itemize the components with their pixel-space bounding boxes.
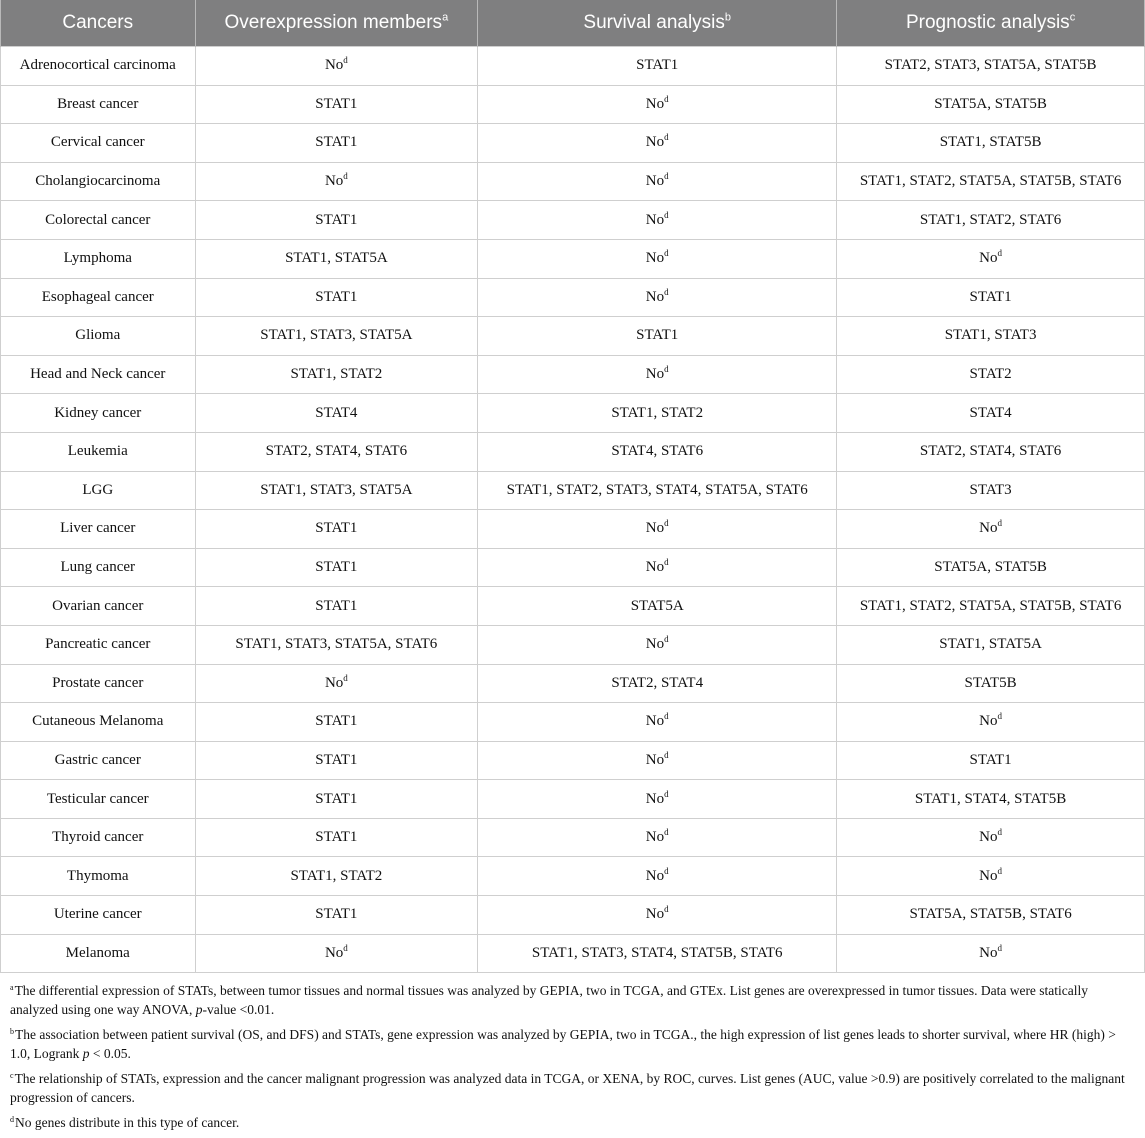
- footnote-marker: b: [10, 1026, 14, 1036]
- cancer-name-cell: [1, 587, 196, 626]
- footnote-marker: d: [664, 171, 669, 182]
- table-row: [1, 394, 1145, 433]
- footnote-marker: d: [343, 672, 348, 683]
- table-cell: [478, 818, 837, 857]
- cell-text: STAT1, STAT3: [944, 327, 1037, 344]
- table-row: [1, 587, 1145, 626]
- table-cell: [837, 355, 1145, 394]
- footnote: $^d$No genes distribute in this type of cancer.: [10, 1114, 240, 1131]
- cell-text: Adrenocortical carcinoma: [19, 57, 176, 74]
- footnote: $^b$The association between patient survival (OS, and DFS) and STATs, gene expression was analyzed by GEPIA, two in TCGA., the high expression of list genes leads to shorter survival, where HR (high) > 1.0, Logrank p < 0.05.: [10, 1026, 1116, 1062]
- table-row: [1, 896, 1145, 935]
- cell-text: STAT1: [315, 288, 358, 305]
- cell-text: Thymoma: [66, 867, 129, 884]
- cancer-name-cell: [1, 934, 196, 973]
- footnote-marker: d: [664, 711, 669, 722]
- cell-text: STAT1, STAT3, STAT5A: [260, 327, 413, 344]
- cell-text: STAT1: [315, 751, 358, 768]
- cancer-name-cell: [1, 162, 196, 201]
- footnote-marker: d: [664, 827, 669, 838]
- table-row: [1, 471, 1145, 510]
- table-row: [1, 432, 1145, 471]
- cell-text: Esophageal cancer: [41, 288, 154, 305]
- footnote-marker: a: [442, 11, 449, 24]
- table-cell: [837, 818, 1145, 857]
- footnote: $^c$The relationship of STATs, expression and the cancer malignant progression was analyzed data in TCGA, or XENA, by ROC, curves. List genes (AUC, value >0.9) are positively correlated to the malignant progression of cancers.: [10, 1070, 1125, 1106]
- table-cell: [195, 934, 478, 973]
- cell-text: No: [645, 790, 665, 807]
- table-row: [1, 124, 1145, 163]
- footnote-marker: d: [664, 634, 669, 645]
- cancer-name-cell: [1, 471, 196, 510]
- cell-text: STAT1, STAT5A: [285, 250, 388, 267]
- table-cell: [837, 432, 1145, 471]
- table-cell: [478, 355, 837, 394]
- table-cell: [837, 934, 1145, 973]
- footnote-marker: d: [664, 209, 669, 220]
- table-row: [1, 201, 1145, 240]
- cell-text: Breast cancer: [57, 95, 139, 112]
- table-row: [1, 47, 1145, 86]
- table-cell: [478, 625, 837, 664]
- cell-text: Head and Neck cancer: [30, 366, 166, 383]
- footnote-marker: d: [997, 711, 1002, 722]
- cell-text: STAT4: [315, 404, 358, 421]
- footnote-marker: d: [664, 557, 669, 568]
- footnote-marker: d: [343, 171, 348, 182]
- table-body: [1, 47, 1145, 973]
- table-cell: [478, 162, 837, 201]
- table-row: [1, 857, 1145, 896]
- table-cell: [478, 201, 837, 240]
- table-row: [1, 703, 1145, 742]
- table-cell: [195, 587, 478, 626]
- cell-text: STAT4: [969, 404, 1012, 421]
- table-cell: [478, 934, 837, 973]
- cell-text: No: [645, 366, 665, 383]
- cell-text: Lymphoma: [63, 250, 132, 267]
- cell-text: No: [324, 173, 344, 190]
- footnote-marker: d: [664, 93, 669, 104]
- cell-text: STAT1: [636, 57, 679, 74]
- cell-text: Liver cancer: [60, 520, 136, 537]
- italic-text: p: [195, 1002, 203, 1018]
- footnote-marker: d: [997, 518, 1002, 529]
- table-row: [1, 355, 1145, 394]
- cell-text: STAT1, STAT3, STAT5A: [260, 481, 413, 498]
- footnote-marker: d: [664, 286, 669, 297]
- cell-text: STAT2, STAT4: [611, 674, 704, 691]
- footnote-marker: d: [997, 827, 1002, 838]
- cell-text: No: [645, 751, 665, 768]
- cell-text: No: [645, 250, 665, 267]
- footnote-marker: d: [664, 518, 669, 529]
- table-row: [1, 239, 1145, 278]
- table-cell: [195, 201, 478, 240]
- cell-text: STAT1, STAT3, STAT4, STAT5B, STAT6: [531, 944, 783, 961]
- cancer-name-cell: [1, 124, 196, 163]
- table-row: [1, 317, 1145, 356]
- table-cell: [478, 85, 837, 124]
- table-cell: [478, 896, 837, 935]
- table-cell: [195, 857, 478, 896]
- cell-text: No: [324, 674, 344, 691]
- table-cell: [195, 239, 478, 278]
- footnote-marker: c: [1069, 11, 1076, 24]
- cell-text: STAT1: [315, 134, 358, 151]
- footnote-marker: d: [664, 248, 669, 259]
- footnote-marker: c: [10, 1070, 14, 1080]
- cancer-name-cell: [1, 85, 196, 124]
- column-header-label: Overexpression members: [224, 12, 443, 33]
- cell-text: STAT1, STAT2, STAT6: [919, 211, 1062, 228]
- table-cell: [478, 239, 837, 278]
- table-row: [1, 780, 1145, 819]
- cell-text: STAT1: [315, 713, 358, 730]
- cell-text: STAT1, STAT2: [611, 404, 704, 421]
- column-header-label: Cancers: [62, 12, 134, 33]
- table-cell: [478, 587, 837, 626]
- table-cell: [837, 317, 1145, 356]
- cell-text: Leukemia: [67, 443, 128, 460]
- cell-text: STAT1, STAT2: [290, 867, 383, 884]
- cancer-name-cell: [1, 896, 196, 935]
- table-cell: [837, 587, 1145, 626]
- cell-text: Testicular cancer: [46, 790, 149, 807]
- column-header: [837, 0, 1145, 47]
- table-cell: [837, 896, 1145, 935]
- table-cell: [837, 47, 1145, 86]
- cell-text: Gastric cancer: [54, 751, 141, 768]
- cell-text: STAT3: [969, 481, 1012, 498]
- cell-text: STAT5A, STAT5B: [934, 95, 1047, 112]
- cell-text: STAT5A, STAT5B, STAT6: [909, 906, 1072, 923]
- cell-text: Cervical cancer: [50, 134, 145, 151]
- cell-text: STAT5A: [630, 597, 684, 614]
- cell-text: STAT2, STAT3, STAT5A, STAT5B: [884, 57, 1097, 74]
- cell-text: No: [645, 211, 665, 228]
- table-cell: [195, 818, 478, 857]
- table-cell: [837, 780, 1145, 819]
- table-cell: [837, 201, 1145, 240]
- table-cell: [195, 432, 478, 471]
- cell-text: No: [979, 944, 998, 961]
- cell-text: No: [645, 636, 665, 653]
- column-header-label: Survival analysis: [583, 12, 725, 33]
- cancer-name-cell: [1, 432, 196, 471]
- cell-text: STAT1: [315, 829, 358, 846]
- table-row: [1, 85, 1145, 124]
- cancer-name-cell: [1, 703, 196, 742]
- cancer-name-cell: [1, 355, 196, 394]
- cancer-name-cell: [1, 201, 196, 240]
- cell-text: No: [979, 867, 998, 884]
- table-cell: [837, 510, 1145, 549]
- cell-text: No: [645, 288, 665, 305]
- cell-text: Ovarian cancer: [52, 597, 144, 614]
- footnote: $^a$The differential expression of STATs, between tumor tissues and normal tissues was analyzed by GEPIA, two in TCGA, and GTEx. List genes are overexpressed in tumor tissues. Data were statically analyzed using one way ANOVA, p-value <0.01.: [10, 982, 1089, 1018]
- table-cell: [837, 162, 1145, 201]
- cell-text: STAT2, STAT4, STAT6: [919, 443, 1062, 460]
- table-cell: [837, 548, 1145, 587]
- footnote-marker: d: [664, 364, 669, 375]
- table-row: [1, 741, 1145, 780]
- table-cell: [195, 471, 478, 510]
- cell-text: STAT1, STAT2: [290, 366, 383, 383]
- footnote-marker: d: [664, 904, 669, 915]
- footnote-marker: a: [10, 982, 14, 992]
- cancer-name-cell: [1, 278, 196, 317]
- cell-text: Cholangiocarcinoma: [35, 173, 161, 190]
- cell-text: STAT5B: [964, 674, 1017, 691]
- column-header: [195, 0, 478, 47]
- cell-text: STAT1: [315, 211, 358, 228]
- table-cell: [478, 394, 837, 433]
- table-cell: [195, 394, 478, 433]
- footnote-marker: d: [997, 865, 1002, 876]
- cell-text: STAT1: [315, 906, 358, 923]
- cell-text: Kidney cancer: [54, 404, 142, 421]
- cancer-name-cell: [1, 510, 196, 549]
- table-cell: [195, 780, 478, 819]
- cell-text: Pancreatic cancer: [45, 636, 151, 653]
- cell-text: No: [645, 95, 665, 112]
- column-header: [478, 0, 837, 47]
- cell-text: STAT1: [636, 327, 679, 344]
- footnote-marker: d: [10, 1114, 14, 1124]
- cell-text: No: [979, 250, 998, 267]
- cell-text: Prostate cancer: [52, 674, 144, 691]
- cancer-name-cell: [1, 548, 196, 587]
- cell-text: Melanoma: [65, 944, 130, 961]
- cell-text: STAT1, STAT4, STAT5B: [914, 790, 1067, 807]
- cell-text: No: [645, 713, 665, 730]
- table-cell: [195, 47, 478, 86]
- table-cell: [195, 278, 478, 317]
- cell-text: STAT1: [315, 559, 358, 576]
- table-cell: [837, 471, 1145, 510]
- cancer-name-cell: [1, 818, 196, 857]
- footnote-marker: d: [997, 942, 1002, 953]
- table-cell: [478, 124, 837, 163]
- table-cell: [195, 162, 478, 201]
- cell-text: STAT2, STAT4, STAT6: [265, 443, 408, 460]
- cell-text: STAT1, STAT2, STAT5A, STAT5B, STAT6: [859, 173, 1122, 190]
- table-cell: [837, 278, 1145, 317]
- cell-text: STAT4, STAT6: [611, 443, 704, 460]
- footnote-marker: d: [997, 248, 1002, 259]
- cancer-name-cell: [1, 394, 196, 433]
- table-cell: [478, 664, 837, 703]
- table-cell: [478, 47, 837, 86]
- column-header-label: Prognostic analysis: [905, 12, 1070, 33]
- cancer-name-cell: [1, 317, 196, 356]
- italic-text: p: [82, 1046, 90, 1062]
- table-cell: [478, 278, 837, 317]
- cell-text: Glioma: [75, 327, 121, 344]
- footnote-marker: d: [664, 788, 669, 799]
- cell-text: No: [645, 520, 665, 537]
- cell-text: STAT1: [315, 597, 358, 614]
- cell-text: STAT1, STAT3, STAT5A, STAT6: [235, 636, 438, 653]
- column-header: [1, 0, 196, 47]
- cell-text: No: [979, 829, 998, 846]
- table-cell: [478, 741, 837, 780]
- cancer-name-cell: [1, 47, 196, 86]
- table-cell: [478, 857, 837, 896]
- cell-text: STAT5A, STAT5B: [934, 559, 1047, 576]
- cell-text: No: [645, 559, 665, 576]
- table-cell: [837, 741, 1145, 780]
- cancer-name-cell: [1, 780, 196, 819]
- table-cell: [478, 548, 837, 587]
- table-row: [1, 934, 1145, 973]
- cell-text: No: [645, 173, 665, 190]
- table-cell: [478, 471, 837, 510]
- cell-text: STAT1: [969, 751, 1012, 768]
- footnote-marker: d: [664, 132, 669, 143]
- cell-text: STAT1, STAT2, STAT3, STAT4, STAT5A, STAT6: [506, 481, 808, 498]
- table-header-row: [1, 0, 1145, 47]
- cell-text: No: [979, 520, 998, 537]
- table-cell: [837, 857, 1145, 896]
- table-cell: [837, 239, 1145, 278]
- table-cell: [478, 510, 837, 549]
- table-row: [1, 548, 1145, 587]
- cell-text: No: [324, 944, 344, 961]
- cell-text: STAT1, STAT2, STAT5A, STAT5B, STAT6: [859, 597, 1122, 614]
- cell-text: STAT1: [315, 520, 358, 537]
- table-cell: [837, 124, 1145, 163]
- table-cell: [837, 85, 1145, 124]
- cell-text: No: [979, 713, 998, 730]
- table-cell: [478, 703, 837, 742]
- table-row: [1, 510, 1145, 549]
- table-row: [1, 625, 1145, 664]
- table-cell: [195, 703, 478, 742]
- table-cell: [195, 664, 478, 703]
- cancer-name-cell: [1, 239, 196, 278]
- table-cell: [195, 124, 478, 163]
- footnote-marker: d: [343, 942, 348, 953]
- cancer-name-cell: [1, 857, 196, 896]
- cell-text: No: [645, 134, 665, 151]
- cell-text: Thyroid cancer: [52, 829, 144, 846]
- cell-text: No: [645, 867, 665, 884]
- footnote-marker: d: [664, 749, 669, 760]
- table-cell: [195, 741, 478, 780]
- cell-text: Cutaneous Melanoma: [32, 713, 164, 730]
- table-footnotes: [0, 973, 1145, 1132]
- table-row: [1, 278, 1145, 317]
- footnote-marker: d: [343, 55, 348, 66]
- cell-text: STAT1: [315, 790, 358, 807]
- cell-text: STAT1: [969, 288, 1012, 305]
- table-cell: [837, 703, 1145, 742]
- cell-text: No: [645, 829, 665, 846]
- cancer-name-cell: [1, 625, 196, 664]
- table-cell: [837, 625, 1145, 664]
- table-cell: [195, 317, 478, 356]
- table-cell: [195, 85, 478, 124]
- cancer-name-cell: [1, 741, 196, 780]
- cell-text: Lung cancer: [60, 559, 136, 576]
- cell-text: LGG: [82, 481, 114, 498]
- table-cell: [478, 780, 837, 819]
- table-cell: [195, 510, 478, 549]
- cell-text: Colorectal cancer: [45, 211, 151, 228]
- cancer-name-cell: [1, 664, 196, 703]
- table-row: [1, 818, 1145, 857]
- table-row: [1, 664, 1145, 703]
- cell-text: STAT1: [315, 95, 358, 112]
- table-cell: [837, 394, 1145, 433]
- cell-text: STAT1, STAT5A: [939, 636, 1042, 653]
- table-cell: [195, 625, 478, 664]
- cell-text: Uterine cancer: [53, 906, 142, 923]
- table-cell: [837, 664, 1145, 703]
- footnote-marker: d: [664, 865, 669, 876]
- table-cell: [195, 355, 478, 394]
- cell-text: STAT1, STAT5B: [939, 134, 1042, 151]
- table-cell: [478, 317, 837, 356]
- cell-text: No: [645, 906, 665, 923]
- table-cell: [478, 432, 837, 471]
- table-cell: [195, 896, 478, 935]
- cell-text: STAT2: [969, 366, 1012, 383]
- table-row: [1, 162, 1145, 201]
- footnote-marker: b: [724, 11, 732, 24]
- cell-text: No: [324, 57, 344, 74]
- table-cell: [195, 548, 478, 587]
